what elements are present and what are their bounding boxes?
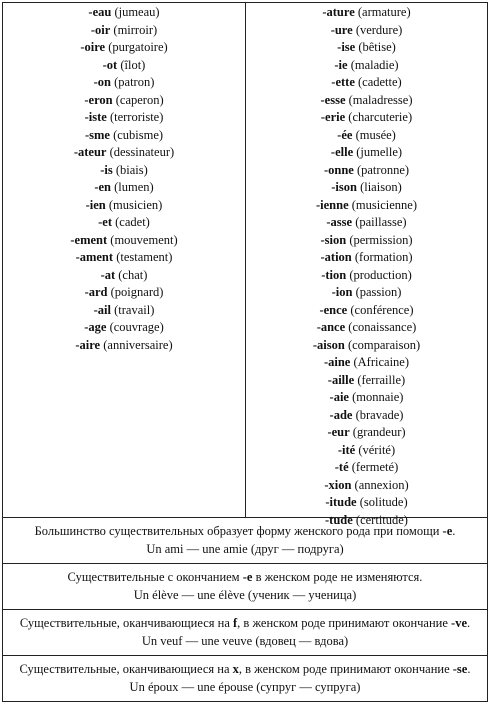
example-word: (jumelle) bbox=[356, 145, 403, 159]
masculine-suffix-column bbox=[3, 3, 246, 517]
example-word: (testament) bbox=[116, 250, 173, 264]
suffix-entry bbox=[246, 372, 487, 390]
suffix-entry bbox=[3, 197, 245, 215]
suffix: -ure bbox=[330, 22, 353, 37]
suffix-entry bbox=[3, 232, 245, 250]
suffix: -ation bbox=[320, 250, 352, 264]
suffix-entry bbox=[3, 267, 245, 285]
example-word: (mouvement) bbox=[110, 232, 178, 247]
example-word: (maladie) bbox=[350, 57, 399, 72]
suffix: -oir bbox=[90, 22, 111, 37]
suffix-entry bbox=[3, 284, 245, 302]
example-word: (vérité) bbox=[358, 442, 396, 457]
example-word: (bêtise) bbox=[358, 40, 396, 54]
suffix-entry bbox=[3, 74, 245, 92]
example-word: (cadet) bbox=[115, 215, 150, 229]
suffix-entry bbox=[246, 319, 487, 337]
example-word: (îlot) bbox=[120, 57, 146, 72]
suffix: -ature bbox=[322, 5, 355, 19]
example-word: (cadette) bbox=[358, 75, 402, 89]
rule-text: Существительные, оканчивающиеся на x, в женском роде принимают окончание -se. bbox=[19, 662, 471, 676]
example-word: (maladresse) bbox=[348, 92, 413, 107]
example-word: (patron) bbox=[114, 75, 155, 89]
example-word: (purgatoire) bbox=[108, 40, 168, 54]
suffix: -sion bbox=[320, 232, 347, 247]
rule-example: Un veuf — une veuve (вдовец — вдова) bbox=[141, 634, 349, 648]
suffix-entry bbox=[246, 442, 487, 460]
example-word: (terroriste) bbox=[109, 110, 164, 124]
example-word: (charcuterie) bbox=[348, 110, 413, 124]
suffix: -esse bbox=[320, 92, 346, 107]
example-word: (conaissance) bbox=[348, 320, 417, 334]
suffix: -is bbox=[100, 162, 113, 177]
suffix-entry bbox=[246, 57, 487, 75]
suffix-entry bbox=[246, 424, 487, 442]
suffix: -xion bbox=[324, 477, 352, 492]
suffix: -tude bbox=[325, 512, 353, 527]
example-word: (musicienne) bbox=[351, 197, 418, 212]
suffix-entry bbox=[246, 267, 487, 285]
suffix: -ie bbox=[334, 57, 348, 72]
example-word: (chat) bbox=[118, 267, 148, 282]
suffix-entry bbox=[246, 197, 487, 215]
example-word: (paillasse) bbox=[355, 215, 407, 229]
suffix: -ise bbox=[337, 40, 356, 54]
suffix-entry bbox=[246, 162, 487, 180]
example-word: (cubisme) bbox=[113, 127, 164, 142]
suffix-entry bbox=[3, 127, 245, 145]
example-word: (lumen) bbox=[114, 180, 154, 194]
example-word: (jumeau) bbox=[114, 5, 160, 19]
suffix: -ien bbox=[85, 197, 106, 212]
suffix-entry bbox=[3, 214, 245, 232]
suffix: -ail bbox=[93, 302, 111, 317]
example-word: (liaison) bbox=[360, 180, 402, 194]
suffix: -ard bbox=[84, 285, 108, 299]
rule-example: Un élève — une élève (ученик — ученица) bbox=[133, 588, 357, 602]
suffix: -itude bbox=[325, 495, 357, 509]
suffix-entry bbox=[3, 302, 245, 320]
suffix-entry bbox=[246, 407, 487, 425]
suffix: -ade bbox=[329, 407, 353, 422]
suffix: -aille bbox=[327, 372, 355, 387]
example-word: (permission) bbox=[349, 232, 413, 247]
suffix-entry bbox=[246, 22, 487, 40]
example-word: (solitude) bbox=[359, 495, 408, 509]
example-word: (biais) bbox=[115, 162, 148, 177]
example-word: (ferraille) bbox=[357, 372, 406, 387]
suffix-columns bbox=[3, 3, 487, 527]
rule-text: Существительные с окончанием -e в женском роде не изменяются. bbox=[67, 570, 423, 584]
example-word: (mirroir) bbox=[113, 22, 158, 37]
suffix: -eur bbox=[327, 425, 350, 439]
suffix-entry bbox=[3, 4, 245, 22]
rule-text: Существительные, оканчивающиеся на f, в женском роде принимают окончание -ve. bbox=[19, 616, 471, 630]
suffix-entry bbox=[3, 162, 245, 180]
suffix-entry bbox=[246, 494, 487, 512]
example-word: (patronne) bbox=[356, 162, 410, 177]
rule-row-4 bbox=[3, 656, 487, 701]
suffix-entry bbox=[3, 109, 245, 127]
example-word: (verdure) bbox=[355, 22, 403, 37]
suffix-entry bbox=[246, 302, 487, 320]
example-word: (monnaie) bbox=[352, 390, 404, 404]
suffix-entry bbox=[3, 144, 245, 162]
suffix-entry bbox=[246, 179, 487, 197]
example-word: (Africaine) bbox=[353, 355, 410, 369]
example-word: (grandeur) bbox=[352, 425, 406, 439]
rule-row-1 bbox=[3, 518, 487, 564]
suffix: -iste bbox=[84, 110, 107, 124]
suffix-entry bbox=[246, 109, 487, 127]
suffix: -ateur bbox=[73, 145, 107, 159]
suffix: -ée bbox=[337, 127, 353, 142]
suffix-entry bbox=[246, 477, 487, 495]
suffix-entry bbox=[246, 284, 487, 302]
suffix: -ot bbox=[102, 57, 118, 72]
example-word: (caperon) bbox=[115, 92, 164, 107]
suffix: -ette bbox=[331, 75, 355, 89]
suffix-entry bbox=[246, 144, 487, 162]
suffix: -onne bbox=[323, 162, 354, 177]
suffix: -erie bbox=[320, 110, 346, 124]
rule-example: Un époux — une épouse (супруг — супруга) bbox=[129, 680, 361, 694]
suffix-entry bbox=[3, 39, 245, 57]
example-word: (anniversaire) bbox=[103, 337, 173, 352]
suffix: -ement bbox=[70, 232, 108, 247]
example-word: (bravade) bbox=[355, 407, 404, 422]
rule-row-2 bbox=[3, 564, 487, 610]
example-word: (dessinateur) bbox=[109, 145, 175, 159]
suffix: -ence bbox=[319, 302, 348, 317]
suffix: -sme bbox=[84, 127, 110, 142]
suffix-entry bbox=[246, 214, 487, 232]
suffix: -age bbox=[84, 320, 107, 334]
example-word: (formation) bbox=[354, 250, 413, 264]
suffix: -aie bbox=[329, 390, 349, 404]
rule-example: Un ami — une amie (друг — подруга) bbox=[146, 542, 344, 556]
suffix-entry bbox=[246, 249, 487, 267]
suffix: -ison bbox=[331, 180, 357, 194]
suffix: -et bbox=[98, 215, 113, 229]
suffix-entry bbox=[246, 389, 487, 407]
suffix: -eau bbox=[88, 5, 112, 19]
suffix-entry bbox=[246, 4, 487, 22]
suffix-entry bbox=[246, 74, 487, 92]
example-word: (travail) bbox=[114, 302, 155, 317]
suffix-entry bbox=[3, 57, 245, 75]
rule-row-3 bbox=[3, 610, 487, 656]
example-word: (couvrage) bbox=[109, 320, 164, 334]
suffix: -aison bbox=[312, 337, 345, 352]
suffix: -aine bbox=[323, 355, 351, 369]
suffix-entry bbox=[246, 39, 487, 57]
example-word: (production) bbox=[349, 267, 412, 282]
suffix-entry bbox=[246, 127, 487, 145]
example-word: (fermeté) bbox=[351, 460, 399, 474]
example-word: (passion) bbox=[355, 285, 402, 299]
suffix: -elle bbox=[330, 145, 354, 159]
suffix: -asse bbox=[326, 215, 353, 229]
suffix: -ité bbox=[337, 442, 356, 457]
suffix: -tion bbox=[321, 267, 347, 282]
suffix: -ion bbox=[331, 285, 353, 299]
suffix-entry bbox=[3, 319, 245, 337]
feminine-suffix-column bbox=[246, 3, 487, 527]
suffix-entry bbox=[246, 354, 487, 372]
suffix: -ance bbox=[316, 320, 346, 334]
suffix: -aire bbox=[75, 337, 101, 352]
example-word: (comparaison) bbox=[347, 337, 421, 352]
suffix-entry bbox=[3, 92, 245, 110]
suffix-entry bbox=[246, 232, 487, 250]
suffix: -té bbox=[334, 460, 349, 474]
example-word: (annexion) bbox=[354, 477, 409, 492]
example-word: (certitude) bbox=[355, 512, 408, 527]
suffix: -en bbox=[94, 180, 111, 194]
suffix: -at bbox=[100, 267, 116, 282]
example-word: (armature) bbox=[357, 5, 411, 19]
suffix: -oire bbox=[80, 40, 106, 54]
suffix-entry bbox=[246, 92, 487, 110]
example-word: (poignard) bbox=[110, 285, 164, 299]
suffix-table bbox=[2, 2, 488, 702]
suffix-entry bbox=[246, 459, 487, 477]
suffix-entry bbox=[3, 249, 245, 267]
suffix-entry bbox=[3, 337, 245, 355]
example-word: (conférence) bbox=[350, 302, 414, 317]
suffix-entry bbox=[246, 337, 487, 355]
suffix: -on bbox=[93, 75, 111, 89]
example-word: (musée) bbox=[355, 127, 396, 142]
suffix: -eron bbox=[84, 92, 113, 107]
suffix-entry bbox=[3, 179, 245, 197]
example-word: (musicien) bbox=[108, 197, 163, 212]
suffix-entry bbox=[3, 22, 245, 40]
suffix: -ienne bbox=[315, 197, 349, 212]
rule-text: Большинство существительных образует форму женского рода при помощи -e. bbox=[34, 524, 456, 538]
suffix: -ament bbox=[75, 250, 114, 264]
